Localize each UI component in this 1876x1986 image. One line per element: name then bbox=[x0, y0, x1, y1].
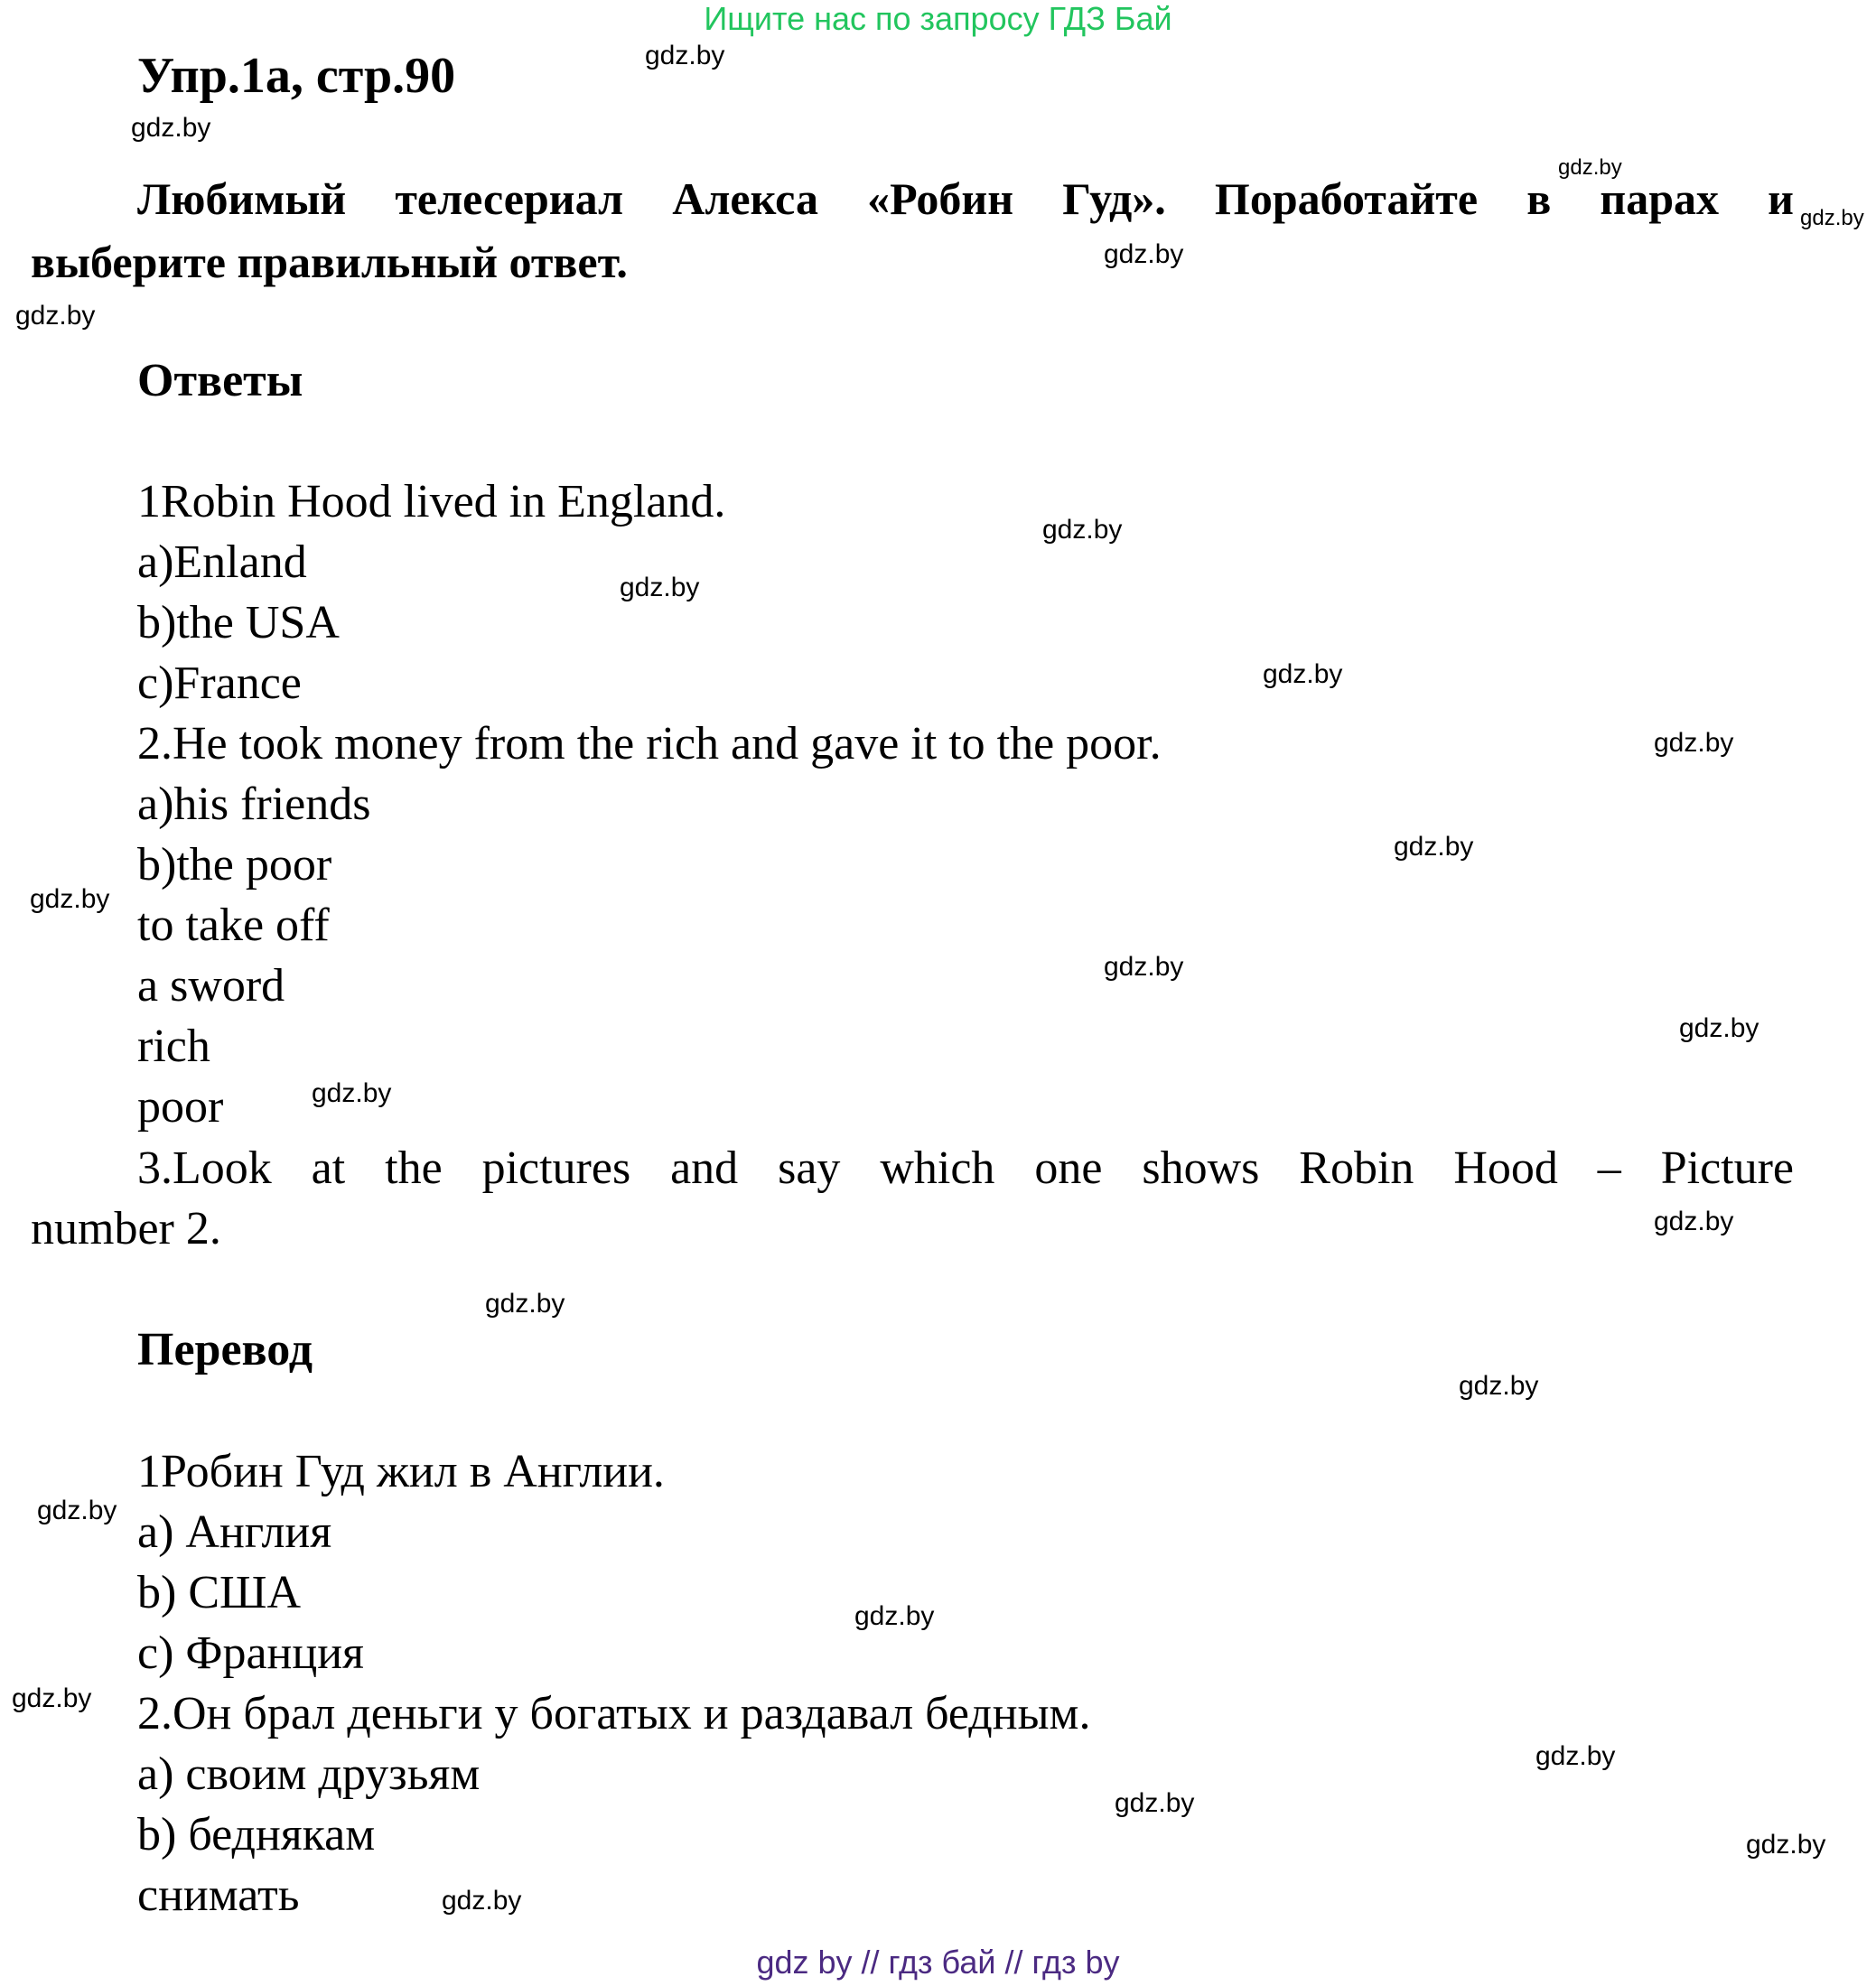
answer-line: c)France bbox=[137, 657, 302, 709]
translation-line: b) США bbox=[137, 1567, 302, 1618]
watermark: gdz.by bbox=[442, 1886, 522, 1916]
task-text-line-1: Любимый телесериал Алекса «Робин Гуд». Поработайте в парах и bbox=[137, 173, 1794, 224]
translation-heading: Перевод bbox=[137, 1324, 313, 1375]
answer-line: a)Enland bbox=[137, 536, 307, 588]
task-text-line-2: выберите правильный ответ. bbox=[31, 237, 628, 287]
watermark: gdz.by bbox=[1800, 206, 1864, 230]
watermark: gdz.by bbox=[1558, 155, 1622, 180]
answers-heading: Ответы bbox=[137, 355, 303, 406]
watermark: gdz.by bbox=[1115, 1788, 1195, 1818]
watermark: gdz.by bbox=[12, 1683, 92, 1713]
watermark: gdz.by bbox=[1654, 728, 1734, 758]
watermark: gdz.by bbox=[30, 884, 110, 914]
answer-item-3-line-2: number 2. bbox=[31, 1203, 221, 1254]
translation-line: c) Франция bbox=[137, 1627, 364, 1679]
answer-line: poor bbox=[137, 1081, 224, 1133]
watermark: gdz.by bbox=[1104, 239, 1184, 269]
translation-line: a) своим друзьям bbox=[137, 1748, 481, 1800]
translation-line: 1Робин Гуд жил в Англии. bbox=[137, 1446, 665, 1497]
watermark: gdz.by bbox=[854, 1601, 935, 1631]
translation-line: 2.Он брал деньги у богатых и раздавал бедным. bbox=[137, 1688, 1091, 1739]
answer-item-3-line-1: 3.Look at the pictures and say which one shows Robin Hood – Picture bbox=[137, 1142, 1794, 1194]
answer-line: to take off bbox=[137, 900, 330, 951]
watermark: gdz.by bbox=[485, 1289, 565, 1319]
answer-line: a)his friends bbox=[137, 779, 371, 830]
watermark: gdz.by bbox=[1104, 952, 1184, 982]
watermark: gdz.by bbox=[37, 1496, 117, 1525]
watermark: gdz.by bbox=[1459, 1371, 1539, 1401]
top-banner: Ищите нас по запросу ГДЗ Бай bbox=[704, 0, 1172, 37]
answer-line: 2.He took money from the rich and gave it to the poor. bbox=[137, 718, 1162, 769]
answer-line: 1Robin Hood lived in England. bbox=[137, 476, 726, 527]
translation-line: снимать bbox=[137, 1869, 300, 1921]
watermark: gdz.by bbox=[15, 301, 96, 331]
answer-line: b)the USA bbox=[137, 597, 340, 648]
watermark: gdz.by bbox=[1535, 1741, 1616, 1771]
watermark: gdz.by bbox=[645, 41, 725, 70]
watermark: gdz.by bbox=[1042, 515, 1123, 545]
exercise-title: Упр.1а, стр.90 bbox=[137, 48, 456, 104]
watermark: gdz.by bbox=[131, 113, 211, 143]
answer-line: rich bbox=[137, 1021, 210, 1072]
watermark: gdz.by bbox=[1263, 659, 1343, 689]
footer-links: gdz by // гдз бай // гдз by bbox=[756, 1944, 1120, 1981]
translation-line: a) Англия bbox=[137, 1506, 332, 1558]
watermark: gdz.by bbox=[620, 573, 700, 602]
watermark: gdz.by bbox=[1746, 1830, 1826, 1860]
answer-line: a sword bbox=[137, 960, 285, 1012]
watermark: gdz.by bbox=[312, 1078, 392, 1108]
translation-line: b) беднякам bbox=[137, 1809, 376, 1860]
watermark: gdz.by bbox=[1679, 1013, 1759, 1043]
answer-line: b)the poor bbox=[137, 839, 332, 890]
watermark: gdz.by bbox=[1394, 832, 1474, 862]
watermark: gdz.by bbox=[1654, 1207, 1734, 1236]
